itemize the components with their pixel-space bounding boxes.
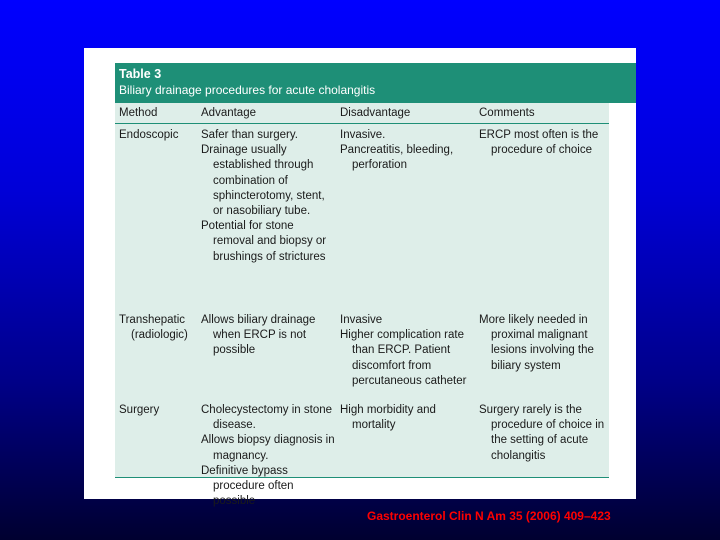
cell-method-transhepatic bbox=[119, 313, 199, 343]
column-header-comments: Comments bbox=[479, 107, 535, 119]
cell-advantage-endoscopic bbox=[201, 128, 335, 265]
column-header-method: Method bbox=[119, 107, 158, 119]
cell-item: Invasive. bbox=[340, 129, 386, 141]
source-citation: Gastroenterol Clin N Am 35 (2006) 409–423 bbox=[367, 509, 611, 523]
header-rule bbox=[115, 123, 609, 124]
cell-item: Pancreatitis, bleeding, perforation bbox=[340, 144, 454, 172]
column-header-advantage: Advantage bbox=[201, 107, 256, 119]
cell-item: Allows biopsy diagnosis in magnancy. bbox=[201, 434, 335, 462]
cell-comments-transhepatic bbox=[479, 313, 609, 374]
cell-item: Surgery bbox=[119, 404, 160, 416]
cell-method-endoscopic bbox=[119, 128, 199, 143]
cell-item: Definitive bypass procedure often possible bbox=[201, 464, 294, 508]
cell-comments-endoscopic bbox=[479, 128, 609, 158]
cell-disadvantage-transhepatic bbox=[340, 313, 474, 389]
table-body bbox=[115, 103, 609, 508]
bottom-rule bbox=[115, 477, 609, 478]
cell-item: Cholecystectomy in stone disease. bbox=[201, 404, 333, 432]
table-title: Biliary drainage procedures for acute cholangitis bbox=[119, 83, 376, 97]
column-header-disadvantage: Disadvantage bbox=[340, 107, 411, 119]
cell-item: Higher complication rate than ERCP. Patient discomfort from percutaneous catheter bbox=[340, 329, 467, 387]
cell-comments-surgery bbox=[479, 403, 609, 464]
cell-disadvantage-surgery bbox=[340, 403, 474, 433]
cell-item: More likely needed in proximal malignant lesions involving the biliary system bbox=[479, 314, 594, 372]
cell-item: Invasive bbox=[340, 314, 383, 326]
table-header bbox=[115, 63, 636, 103]
cell-item: Endoscopic bbox=[119, 129, 179, 141]
cell-disadvantage-endoscopic bbox=[340, 128, 474, 174]
slide-card bbox=[84, 48, 636, 508]
cell-item: High morbidity and mortality bbox=[340, 404, 436, 432]
table-number: Table 3 bbox=[119, 67, 162, 81]
cell-method-surgery bbox=[119, 403, 199, 418]
cell-item: Allows biliary drainage when ERCP is not possible bbox=[201, 314, 316, 357]
cell-advantage-surgery bbox=[201, 403, 335, 509]
cell-item: ERCP most often is the procedure of choice bbox=[479, 129, 599, 157]
cell-advantage-transhepatic bbox=[201, 313, 335, 359]
cell-item: Safer than surgery. bbox=[201, 129, 298, 141]
cell-item: Drainage usually established through combination of sphincterotomy, stent, or nasobiliary tube. bbox=[201, 144, 325, 218]
cell-item: Transhepatic (radiologic) bbox=[119, 314, 188, 342]
cell-item: Surgery rarely is the procedure of choice in the setting of acute cholangitis bbox=[479, 404, 605, 462]
cell-item: Potential for stone removal and biopsy or brushings of strictures bbox=[201, 220, 327, 263]
